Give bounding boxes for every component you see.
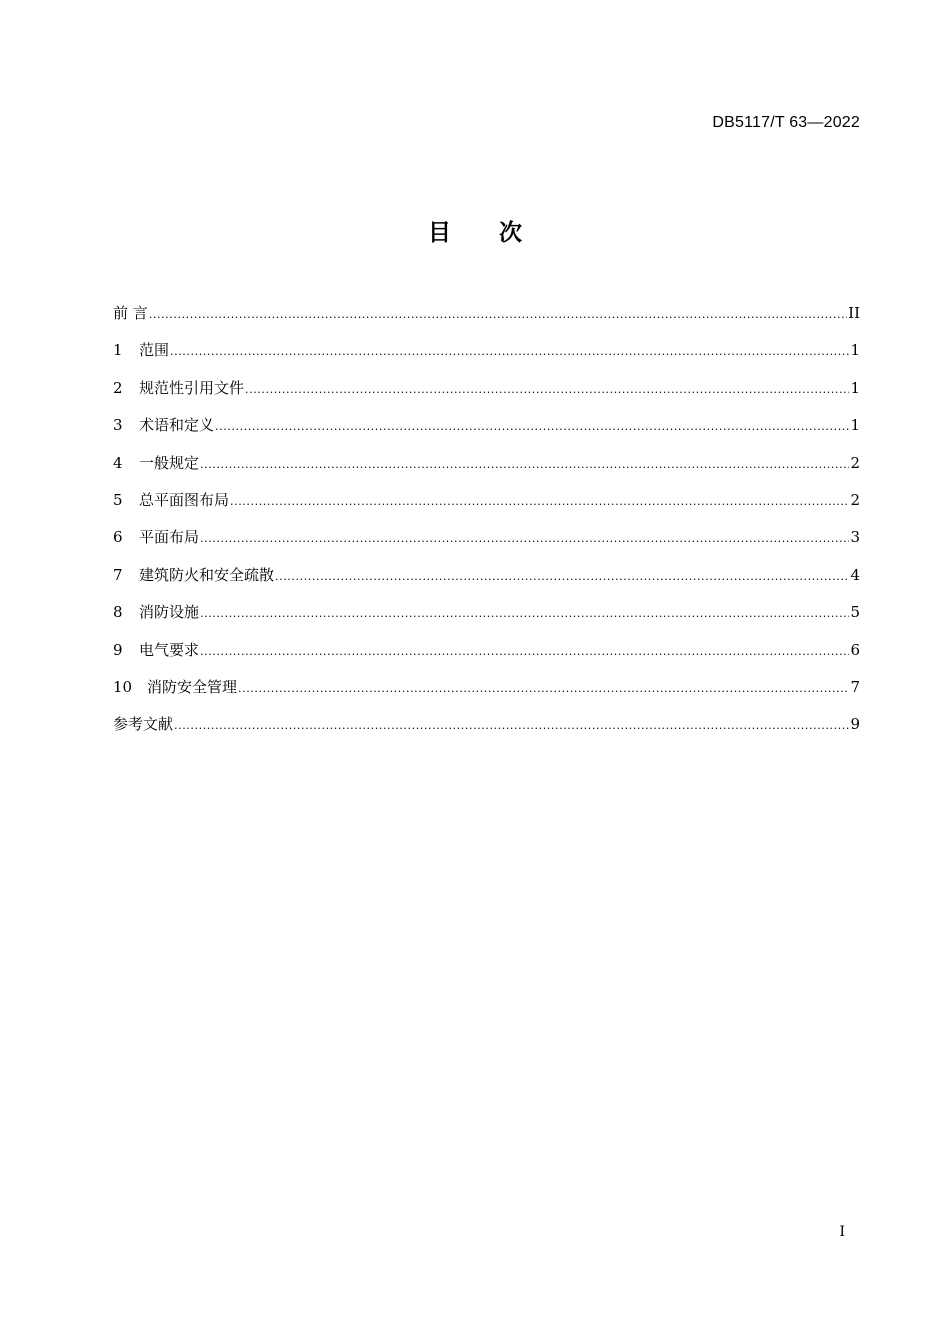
toc-leader bbox=[200, 645, 849, 658]
toc-entry-text: 平面布局 bbox=[139, 528, 200, 547]
toc-entry-number: 4 bbox=[113, 453, 123, 472]
toc-entry-2[interactable] bbox=[113, 377, 860, 414]
toc-leader bbox=[215, 420, 849, 433]
toc-entry-text: 术语和定义 bbox=[139, 416, 215, 435]
toc-entry-number: 8 bbox=[113, 603, 123, 622]
toc-entry-9[interactable] bbox=[113, 639, 860, 676]
toc-entry-4[interactable] bbox=[113, 452, 860, 489]
toc-entry-text: 消防安全管理 bbox=[147, 677, 238, 696]
toc-leader bbox=[200, 532, 849, 545]
toc-leader bbox=[238, 682, 849, 695]
toc-entry-page: II bbox=[848, 304, 860, 322]
page-number: I bbox=[839, 1224, 845, 1240]
toc-entry-number: 9 bbox=[113, 640, 123, 659]
toc-title-right: 次 bbox=[499, 220, 522, 246]
toc-leader bbox=[174, 719, 849, 732]
toc-leader bbox=[149, 308, 847, 321]
toc-entry-page: 2 bbox=[850, 490, 860, 509]
toc-entry-number: 10 bbox=[113, 677, 133, 696]
toc-entry-page: 1 bbox=[850, 341, 860, 360]
toc-entry-number: 2 bbox=[113, 378, 123, 397]
toc-entry-10[interactable] bbox=[113, 676, 860, 713]
toc-entry-number: 6 bbox=[113, 528, 123, 547]
document-code: DB5117/T 63—2022 bbox=[712, 114, 860, 131]
toc-entry-page: 3 bbox=[850, 528, 860, 547]
toc-entry-text: 总平面图布局 bbox=[139, 490, 230, 509]
toc-entry-page: 2 bbox=[850, 453, 860, 472]
toc-title bbox=[0, 214, 950, 247]
toc-entry-number: 1 bbox=[113, 341, 123, 360]
toc-entry-page: 4 bbox=[850, 565, 860, 584]
toc-leader bbox=[230, 495, 849, 508]
toc-entry-page: 9 bbox=[850, 715, 860, 734]
toc-entry-number: 5 bbox=[113, 490, 123, 509]
toc-entry-text: 一般规定 bbox=[139, 453, 200, 472]
toc-entry-number: 3 bbox=[113, 416, 123, 435]
toc-entry-page: 5 bbox=[850, 603, 860, 622]
toc-entry-5[interactable] bbox=[113, 489, 860, 526]
toc-entry-3[interactable] bbox=[113, 414, 860, 451]
toc-entry-text: 范围 bbox=[139, 341, 170, 360]
toc-entry-text: 建筑防火和安全疏散 bbox=[139, 565, 275, 584]
toc-entry-text: 电气要求 bbox=[139, 640, 200, 659]
toc-entry-text: 参考文献 bbox=[113, 715, 174, 734]
toc-entry-7[interactable] bbox=[113, 564, 860, 601]
toc-entry-number: 7 bbox=[113, 565, 123, 584]
toc-title-left: 目 bbox=[428, 220, 451, 246]
toc-leader bbox=[275, 570, 849, 583]
toc-entry-page: 7 bbox=[850, 677, 860, 696]
toc-entry-page: 1 bbox=[850, 416, 860, 435]
toc-entry-text: 前 言 bbox=[113, 304, 148, 322]
toc-entry-page: 1 bbox=[850, 378, 860, 397]
toc-leader bbox=[245, 383, 849, 396]
toc-list bbox=[113, 302, 860, 751]
toc-entry-1[interactable] bbox=[113, 339, 860, 376]
toc-entry-text: 消防设施 bbox=[139, 603, 200, 622]
toc-entry-6[interactable] bbox=[113, 526, 860, 563]
toc-entry-foreword[interactable] bbox=[113, 302, 860, 339]
toc-leader bbox=[200, 607, 849, 620]
toc-leader bbox=[170, 345, 849, 358]
toc-entry-bibliography[interactable] bbox=[113, 713, 860, 750]
toc-leader bbox=[200, 458, 849, 471]
toc-entry-page: 6 bbox=[850, 640, 860, 659]
toc-entry-text: 规范性引用文件 bbox=[139, 378, 245, 397]
toc-entry-8[interactable] bbox=[113, 601, 860, 638]
